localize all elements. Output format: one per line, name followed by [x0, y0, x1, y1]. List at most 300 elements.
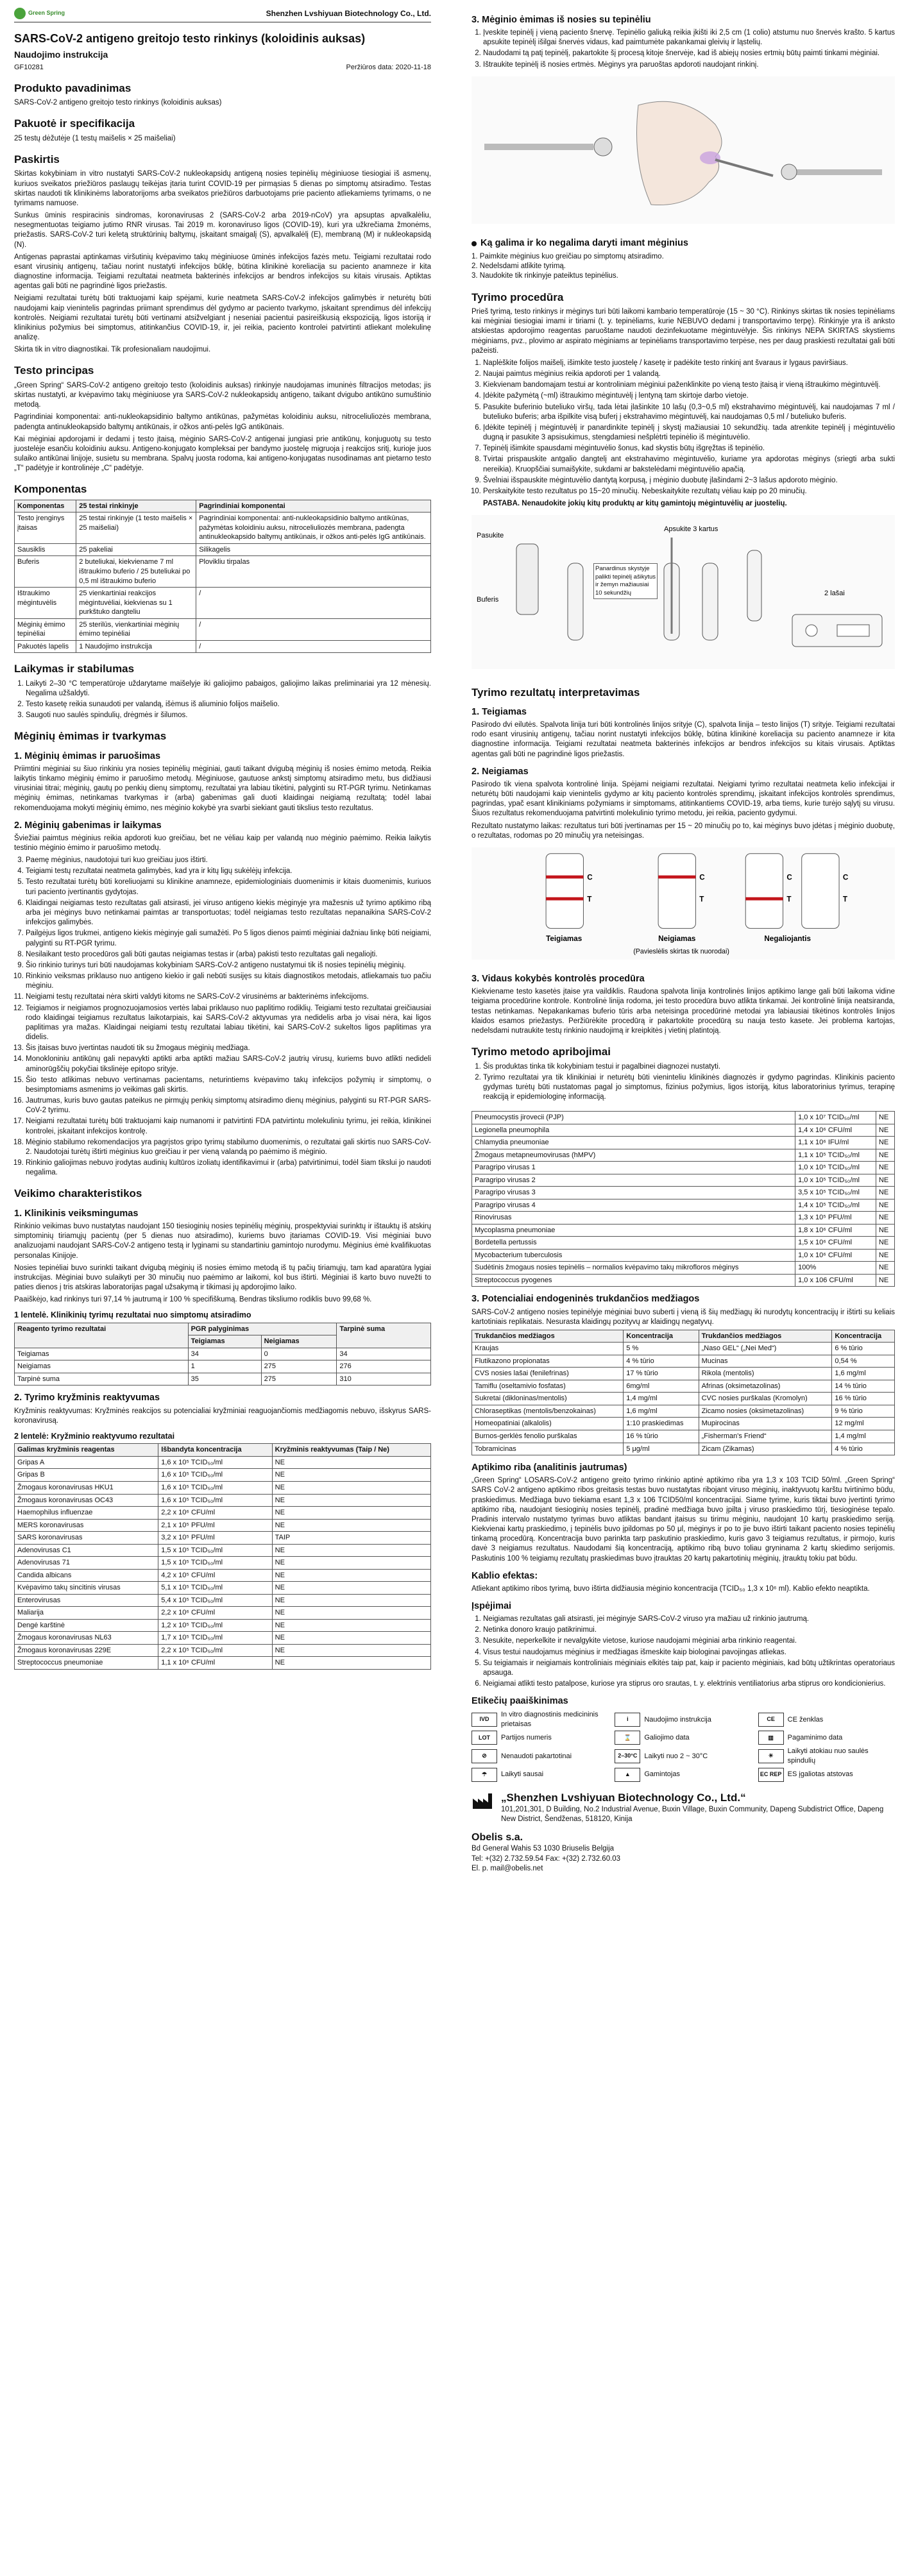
cross-reactivity-table-cont — [471, 1111, 895, 1287]
table-row — [472, 1112, 895, 1124]
table-cell: 4 % tūrio — [624, 1355, 699, 1368]
perf-heading: Veikimo charakteristikos — [14, 1187, 142, 1200]
table-header: Trukdančios medžiagos — [699, 1330, 832, 1343]
table-cell: 1,0 x 10⁵ TCID₅₀/ml — [795, 1174, 876, 1187]
list-item: 1. Neigiamas rezultatas gali atsirasti, jei mėginyje SARS-CoV-2 viruso yra mažiau už rinkinio jautrumą. — [483, 1614, 895, 1624]
table-row — [15, 513, 431, 544]
symbol-entry — [471, 1747, 608, 1765]
table-row — [15, 1644, 431, 1657]
perf-p4: Kryžminis reaktyvumas: Kryžminės reakcijos su potencialiai kryžminiai reaguojančiomis medžiagomis nebuvo, išskyrus SARS-koronavirusą. — [14, 1407, 431, 1425]
table-cell: Burnos-gerklės fenolio purškalas — [472, 1430, 624, 1443]
table-cell: NE — [272, 1569, 430, 1582]
table-cell: NE — [272, 1456, 430, 1469]
symbol-icon: ☀ — [758, 1749, 784, 1763]
hook-text: Atliekant aptikimo ribos tyrimą, buvo ištirta didžiausia mėginio koncentracija (TCID₅₀ 1,3 x 10⁶ ml). Kablio efekto neaptikta. — [471, 1584, 870, 1593]
table-cell: 16 % tūrio — [832, 1393, 895, 1405]
table-cell: NE — [876, 1112, 894, 1124]
table-cell: 34 — [337, 1348, 431, 1360]
list-item: 1. Paimkite mėginius kuo greičiau po simptomų atsiradimo. — [471, 253, 664, 261]
list-item: 8. Tvirtai prispauskite antgalio dangtelį ant ekstrahavimo mėgintuvėlio, kuriame yra apdorotas mėginys (sriegti arba sukti nereikia). Kruopščiai sumaišykite, sukdami ar bakstelėdami mėgintuvėlio apačią. — [483, 455, 895, 474]
purpose-paragraph: Sunkus ūminis respiracinis sindromas, koronavirusas 2 (SARS-CoV-2 arba 2019-nCoV) yra apsuptas apvalkalėliu, nesegmentuotas teigiamo jutimo RNR virusas. Tai 2019 m. koronaviruso ligos (COVID-19), kuri yra užkrečiama žmonėms, priežastis. SARS-CoV-2 turi keletą struktūrinių baltymų, įskaitant smaigalį (S), apvalkalėlį (E), membraną (M) ir nukleokapsidą (N). — [14, 212, 431, 249]
read-time-text: Rezultato nustatymo laikas: rezultatus turi būti įvertinamas per 15 ~ 20 minučių po to, kai mėginys buvo įdėtas į mėginio duobutę, o rezultatas, rodomas po 20 minučių yra neteisingas. — [471, 822, 895, 840]
list-item: 2. Naudodami tą patį tepinėlį, pakartokite šį procesą kitoje šnervėje, kad iš abiejų nosies ertmių būtų paimti tinkami mėginiai. — [483, 49, 895, 58]
table-cell: Candida albicans — [15, 1569, 158, 1582]
list-item: 3. Nesukite, neperkelkite ir nevalgykite vietose, kuriose naudojami mėginiai arba rinkinio reagentai. — [483, 1636, 895, 1646]
doc-subtitle: Naudojimo instrukcija — [14, 49, 108, 60]
symbol-entry — [615, 1768, 751, 1782]
right-column — [471, 8, 895, 1874]
procedure-text: Prieš tyrimą, testo rinkinys ir mėginys turi būti laikomi kambario temperatūroje (15 ~ 30 °C). Rinkinys skirtas tik nosies tepinėliams kai mėginiai tiesiogiai imami ir tiriami (t. y. tepinėliams, kurie NEBUVO dedami į transportavimo terpę). Rinkinyje yra iš anksto atskiestas apdorojimo reagentas paruoštame naudoti dezinfekuotame mėgintuvėlyje. Šis rinkinys NEPA SKIRTAS skystiems mėginiams, pvz., plovimo ar aspirato mėginiams ar tepinėliams transportavimo terpėse, nes per daug praskiesti rezultatai gali būti pažeisti. — [471, 308, 895, 355]
doc-title: SARS-CoV-2 antigeno greitojo testo rinkinys (koloidinis auksas) — [14, 32, 366, 45]
list-item: 1. Įveskite tepinėlį į vieną paciento šnervę. Tepinėlio galiuką reikia įkišti iki 2,5 cm (1 colio) atstumu nuo šnervės krašto. 5 kartus apsukite tepinėlį išilgai šnervės vidaus, kad paimtumėte pakankamai gleivių ir ląstelių. — [483, 28, 895, 47]
sampling-list — [471, 28, 895, 70]
table-cell: Zicam (Zikamas) — [699, 1443, 832, 1455]
table-cell: Žmogaus koronavirusas NL63 — [15, 1632, 158, 1645]
sample-sub1: 1. Mėginių ėmimas ir paruošimas — [14, 750, 161, 761]
list-item: 8. Nesilaikant testo procedūros gali būti gautas neigiamas testas ir (arba) pakisti testo rezultatas gali negaliojti. — [26, 950, 431, 960]
svg-text:Teigiamas: Teigiamas — [546, 934, 582, 943]
table-row — [472, 1224, 895, 1237]
review-date: Peržiūros data: 2020-11-18 — [346, 64, 431, 72]
list-item: 7. Tepinėlį išimkite spausdami mėgintuvėlio šonus, kad skystis būtų išgręžtas iš tepinėlio. — [483, 444, 895, 453]
strip-negative — [658, 854, 705, 943]
table-cell: 5,4 x 10⁵ TCID₅₀/ml — [158, 1594, 272, 1607]
table-cell: Mycoplasma pneumoniae — [472, 1224, 795, 1237]
table-cell: 1,0 x 106 CFU/ml — [795, 1274, 876, 1287]
table-cell: 16 % tūrio — [624, 1430, 699, 1443]
label-panardinus: Panardinus skystyje palikti tepinėlį ašikytus ir žemyn mažiausiai 10 sekundžių — [593, 563, 658, 634]
list-item: 4. Visus testui naudojamus mėginius ir medžiagas išmeskite kaip biologinai pavojingas atliekas. — [483, 1648, 895, 1657]
table-row — [15, 1619, 431, 1632]
table-cell: Chloraseptikas (mentolis/benzokainas) — [472, 1405, 624, 1418]
symbol-label: Laikyti atokiau nuo saulės spindulių — [787, 1747, 869, 1765]
symbol-icon: EC REP — [758, 1768, 784, 1782]
components-table — [14, 500, 431, 653]
dos-donts-heading: Ką galima ir ko negalima daryti imant mėginius — [471, 237, 895, 250]
purpose-paragraph: Antigenas paprastai aptinkamas viršutinių kvėpavimo takų mėginiuose ūminės infekcijos fazės metu. Teigiami rezultatai rodo esant virusinių antigenų, tačiau norint nustatyti infekcijos būklę, būtina klinikinė koreliacija su paciento anamneze ir kita diagnostine informacija. Teigiami rezultatai neatmeta bakterinės infekcijos ar bendros infekcijos su kitais virusais. Aptiktas agentas gali būti ne pagrindinė ligos priežastis. — [14, 253, 431, 291]
table-cell: Flutikazono propionatas — [472, 1355, 624, 1368]
symbol-label: Nenaudoti pakartotinai — [501, 1752, 572, 1760]
table-row — [472, 1162, 895, 1174]
symbol-entry — [758, 1710, 895, 1729]
table-cell: NE — [272, 1594, 430, 1607]
list-item: 3. Ištraukite tepinėlį iš nosies ertmės. Mėginys yra paruoštas apdoroti naudojant rinkinį. — [483, 60, 895, 70]
perf-p3: Paaiškėjo, kad rinkinys turi 97,14 % jautrumą ir 100 % specifiškumą. Bendras tiksliumo rodiklis buvo 99,68 %. — [14, 1296, 372, 1304]
interference-table — [471, 1330, 895, 1455]
symbol-icon: 2–30°C — [615, 1749, 640, 1763]
symbol-label: ES įgaliotas atstovas — [787, 1770, 853, 1779]
table-cell: Homeopatiniai (alkalolis) — [472, 1418, 624, 1430]
principle-text — [14, 381, 431, 474]
table-cell: 1,4 x 10⁵ TCID₅₀/ml — [795, 1199, 876, 1212]
svg-text:C: C — [842, 873, 849, 882]
table-cell: 34 — [188, 1348, 261, 1360]
strip-invalid — [745, 854, 849, 943]
table-row — [15, 1519, 431, 1532]
result-strips — [471, 847, 895, 960]
table-cell: Kraujas — [472, 1343, 624, 1355]
symbol-icon: ⌛ — [615, 1731, 640, 1745]
table-cell: 1,5 x 10⁵ TCID₅₀/ml — [158, 1544, 272, 1557]
table-cell: 5 μg/ml — [624, 1443, 699, 1455]
list-item: 5. Testo rezultatai turėtų būti koreliuojami su klinikine anamneze, epidemiologiniais duomenimis ir kitais duomenimis, kuriuos turi paciento įvertinantis gydytojas. — [26, 877, 431, 897]
symbol-entry — [615, 1710, 751, 1729]
list-item: 11. Neigiami testų rezultatai nėra skirti valdyti kitoms ne SARS-CoV-2 virusinėms ar bakterinėms infekcijoms. — [26, 992, 431, 1002]
table-cell: / — [196, 640, 431, 653]
table-cell: Mycobacterium tuberculosis — [472, 1249, 795, 1262]
left-column — [14, 8, 431, 1670]
table-cell: 1,1 x 10⁵ TCID₅₀/ml — [795, 1149, 876, 1162]
table-cell: Gripas A — [15, 1456, 158, 1469]
negative-heading: 2. Neigiamas — [471, 766, 529, 777]
table-cell: MERS koronavirusas — [15, 1519, 158, 1532]
purpose-heading: Paskirtis — [14, 153, 60, 165]
table-row — [15, 1494, 431, 1507]
limits-heading: Tyrimo metodo apribojimai — [471, 1046, 611, 1058]
table-cell: Adenovirusas C1 — [15, 1544, 158, 1557]
product-name-heading: Produkto pavadinimas — [14, 81, 132, 94]
table-cell: TAIP — [272, 1532, 430, 1545]
table-row — [15, 556, 431, 588]
table-cell: 1,0 x 10⁷ TCID₅₀/ml — [795, 1112, 876, 1124]
table-row — [15, 1482, 431, 1495]
table-cell: NE — [272, 1507, 430, 1520]
table-cell: „Fisherman's Friend“ — [699, 1430, 832, 1443]
sample-heading: Mėginių ėmimas ir tvarkymas — [14, 730, 167, 743]
header-company: Shenzhen Lvshiyuan Biotechnology Co., Ltd. — [266, 9, 431, 19]
table-row — [15, 1557, 431, 1570]
table-cell: Pakuotės lapelis — [15, 640, 76, 653]
table-cell: CVC nosies purškalas (Kromolyn) — [699, 1393, 832, 1405]
table-cell: NE — [272, 1607, 430, 1620]
table-header: Išbandyta koncentracija — [158, 1444, 272, 1457]
table-cell: NE — [876, 1262, 894, 1275]
symbol-label: Partijos numeris — [501, 1734, 552, 1742]
warnings-heading: Įspėjimai — [471, 1601, 512, 1611]
table-cell: Tobramicinas — [472, 1443, 624, 1455]
list-item: 6. Įdėkite tepinėlį į mėgintuvėlį ir panardinkite tepinėlį į skystį mažiausiai 10 sekundžių. tada atrenkite tepinėlį į mėgintuvėlio dugną ir pasukite 3 apsisukimus, stengdamiesi nešplėtrti tepinėlio iš mėgintuvėlio. — [483, 423, 895, 443]
hook-heading: Kablio efektas: — [471, 1570, 538, 1581]
svg-text:C: C — [786, 873, 792, 882]
t1-head-1: PGR palyginimas — [188, 1323, 337, 1335]
interp-heading: Tyrimo rezultatų interpretavimas — [471, 686, 640, 699]
table-cell: NE — [876, 1137, 894, 1149]
table-cell: NE — [876, 1149, 894, 1162]
manufacturer-icon — [471, 1791, 495, 1810]
manufacturer-address: 101,201,301, D Building, No.2 Industrial Avenue, Buxin Village, Buxin Community, Dapeng Subdistrict Office, Dapeng New District, Šendženas, 518120, Kinija — [501, 1805, 884, 1824]
symbol-entry — [615, 1747, 751, 1765]
procedure-diagram — [471, 515, 895, 669]
doc-meta — [14, 63, 431, 72]
table-cell: Streptococcus pyogenes — [472, 1274, 795, 1287]
t1-head-2: Tarpinė suma — [337, 1323, 431, 1348]
table-row — [472, 1418, 895, 1430]
list-item: 1. Naplėškite folijos maišelį, išimkite testo juostelę / kasetę ir padėkite testo rinkinį ant švaraus ir lygaus paviršiaus. — [483, 359, 895, 368]
table-cell: NE — [876, 1162, 894, 1174]
table-cell: „Naso GEL“ („Nei Med“) — [699, 1343, 832, 1355]
list-item: 2. Testo kasetę reikia sunaudoti per valandą, išėmus iš aliuminio folijos maišelio. — [26, 700, 431, 709]
table-cell: Mucinas — [699, 1355, 832, 1368]
ec-rep-name: Obelis s.a. — [471, 1832, 523, 1843]
table-cell: 2,2 x 10⁵ TCID₅₀/ml — [158, 1644, 272, 1657]
symbol-label: Pagaminimo data — [787, 1734, 843, 1742]
table-cell: 12 mg/ml — [832, 1418, 895, 1430]
tube-press — [702, 563, 718, 640]
table-row — [15, 1657, 431, 1670]
table-cell: Žmogaus metapneumovirusas (hMPV) — [472, 1149, 795, 1162]
table-cell: 2,2 x 10⁶ CFU/ml — [158, 1607, 272, 1620]
table1-title: 1 lentelė. Klinikinių tyrimų rezultatai nuo simptomų atsiradimo — [14, 1310, 251, 1320]
list-item: 2. Netinka donoro kraujo patikrinimui. — [483, 1625, 895, 1635]
tube-cap — [747, 550, 761, 621]
table-cell: NE — [876, 1187, 894, 1199]
positive-text: Pasirodo dvi eilutės. Spalvota linija turi būti kontrolinės linijos srityje (C), spalvota linija – testo linijos (T) srityje. Teigiami rezultatai rodo esant virusinių antigenų, tačiau norint nustatyti infekcijos būklę, būtina klinikinė koreliacija su paciento anamneze ir kita diagnostine informacija. Teigiami rezultatai neatmeta bakterinės infekcijos ar bendros infekcijos su kitais virusais. Aptiktas agentas gali būti ne pagrindinė ligos priežastis. — [471, 721, 895, 758]
table-cell: NE — [272, 1544, 430, 1557]
table-cell: 5,1 x 10⁵ TCID₅₀/ml — [158, 1582, 272, 1595]
table-row — [472, 1368, 895, 1380]
list-item: 4. Įdėkite pažymėtą (~ml) ištraukimo mėgintuvėlį į lentyną tam skirtoje darbo vietoje. — [483, 391, 895, 401]
table-cell: 17 % tūrio — [624, 1368, 699, 1380]
list-item: 17. Neigiami rezultatai turėtų būti traktuojami kaip numanomi ir patvirtinti FDA patvirtintu molekuliniu tyrimu, jei reikia, klinikinei kontrolei, įskaitant infekcijos kontrolę. — [26, 1117, 431, 1136]
symbol-entry — [471, 1710, 608, 1729]
list-item: 10. Rinkinio veiksmas priklauso nuo antigeno kiekio ir gali nebūti susijęs su kitais diagnostikos metodais, atliekamais tuo pačiu mėginiu. — [26, 972, 431, 991]
table-cell: Pneumocystis jirovecii (PJP) — [472, 1112, 795, 1124]
symbol-icon: ▥ — [758, 1731, 784, 1745]
table-row — [472, 1393, 895, 1405]
pack-heading: Pakuotė ir specifikacija — [14, 117, 135, 130]
table-cell: 1,4 mg/ml — [624, 1393, 699, 1405]
strip-positive — [546, 854, 593, 943]
table-cell: Neigiamas — [15, 1360, 189, 1373]
table-header: Koncentracija — [832, 1330, 895, 1343]
list-item: 1. Laikyti 2–30 °C temperatūroje uždarytame maišelyje iki galiojimo pabaigos, galiojimo laikas preliminariai yra 12 mėnesių. Negalima užšaldyti. — [26, 679, 431, 699]
symbols-grid — [471, 1710, 895, 1781]
label-buferis: Buferis — [477, 596, 499, 604]
table-cell: NE — [876, 1212, 894, 1224]
table-cell: Rikola (mentolis) — [699, 1368, 832, 1380]
list-item: 13. Šis įtaisas buvo įvertintas naudoti tik su žmogaus mėginių medžiaga. — [26, 1044, 431, 1053]
table-cell: 275 — [261, 1373, 337, 1385]
table-cell: Teigiamas — [15, 1348, 189, 1360]
sampling-heading: 3. Mėginio ėmimas iš nosies su tepinėliu — [471, 15, 651, 25]
table-row — [15, 1456, 431, 1469]
purpose-paragraph: Neigiami rezultatai turėtų būti traktuojami kaip spėjami, kurie neatmeta SARS-CoV-2 infekcijos galimybės ir neturėtų būti naudojami kaip vienintelis pagrindas priimant sprendimus dėl gydymo ar paciento tvarkymo, įskaitant sprendimus dėl infekcijų kontrolės. Neigiami rezultatai turėtų būti vertinami atsižvelgiant į neseniai pacientui pasireiškusią ekspoziciją, ligos istoriją ir klinikinius požymius bei simptomus, atitinkančius COVID-19, ir, jei reikia, paciento kontrolei patvirtinti atliekant molekulinę analizę. — [14, 294, 431, 342]
table-row — [15, 1569, 431, 1582]
interference-text: SARS-CoV-2 antigeno nosies tepinėlyje mėginiai buvo suberti į vieną iš šių medžiagų iki nurodytų koncentracijų ir ištirti su keliais kartotiniais replikatais. Nesurasta klaidingų pozityvų ar klaidingų negatyvų. — [471, 1308, 895, 1326]
table-cell: 1,1 x 10⁶ IFU/ml — [795, 1137, 876, 1149]
table-cell: Bordetella pertussis — [472, 1237, 795, 1250]
buffer-bottle — [516, 544, 538, 614]
symbol-icon: IVD — [471, 1713, 497, 1727]
table-cell: 1,6 x 10⁵ TCID₅₀/ml — [158, 1456, 272, 1469]
table-row — [15, 1594, 431, 1607]
table-row — [15, 618, 431, 640]
principle-paragraph: Pagrindiniai komponentai: anti-nukleokapsidinio baltymo antikūnas, pažymėtas koloidiniu auksu, nitroceliuliozės membrana, padengta antinukleokapsido baltymų antikūnais, ir ožkos anti-pelės IgG antikūnais. — [14, 413, 431, 431]
table-row — [15, 1360, 431, 1373]
purpose-paragraph: Skirtas kokybiniam in vitro nustatyti SARS-CoV-2 nukleokapsidų antigeną nosies tepinėlių mėginiuose tiesiogiai iš asmenų, kuriuos sveikatos priežiūros paslaugų teikėjas įtaria turint COVID-19 per pirmąsias 5 dienas po simptomų atsiradimo. Testas skirtas naudoti tik klinikinėms laboratorijoms arba sveikatos priežiūros darbuotojams prie paciento atliekamiems tyrimams, o ne tyrimams namuose. — [14, 170, 431, 207]
symbol-label: Laikyti sausai — [501, 1770, 544, 1779]
table-cell: Buferis — [15, 556, 76, 588]
table-cell: 275 — [261, 1360, 337, 1373]
table-cell: Streptococcus pneumoniae — [15, 1657, 158, 1670]
perf-sub1: 1. Klinikinis veiksmingumas — [14, 1208, 139, 1219]
table-cell: Zicamo nosies (oksimetazolinas) — [699, 1405, 832, 1418]
table-row — [472, 1443, 895, 1455]
table-cell: 276 — [337, 1360, 431, 1373]
list-item: 5. Su teigiamais ir neigiamais kontroliniais mėginiais elkitės taip pat, kaip ir paciento mėginiais, kad būtų užtikrintas operatoriaus apsauga. — [483, 1659, 895, 1678]
table-row — [472, 1212, 895, 1224]
ec-rep-address: Bd General Wahis 53 1030 Briuselis Belgija — [471, 1845, 615, 1853]
table-cell: 1,6 x 10⁵ TCID₅₀/ml — [158, 1469, 272, 1482]
strip-note: (Pavieslėlis skirtas tik nuorodai) — [633, 947, 729, 956]
table-cell: Testo įrenginys įtaisas — [15, 513, 76, 544]
table-cell: 1,0 x 10⁵ TCID₅₀/ml — [795, 1162, 876, 1174]
t1-head-0: Reagento tyrimo rezultatai — [15, 1323, 189, 1348]
list-item: 4. Teigiami testų rezultatai neatmeta galimybės, kad yra ir kitų ligų sukėlėjų infekcija. — [26, 867, 431, 876]
table-row — [472, 1405, 895, 1418]
table-cell: 310 — [337, 1373, 431, 1385]
symbol-entry — [471, 1731, 608, 1745]
table-header: Komponentas — [15, 500, 76, 513]
table-cell: Legionella pneumophila — [472, 1124, 795, 1137]
table-cell: 2,1 x 10⁵ PFU/ml — [158, 1519, 272, 1532]
table-cell: 9 % tūrio — [832, 1405, 895, 1418]
lod-text: „Green Spring“ LOSARS-CoV-2 antigeno greito tyrimo rinkinio aptinė aptikimo riba yra 1,3 x 103 TCID 50/ml. „Green Spring“ SARS CoV-2 antigeno aptikimo ribos greitasis testas buvo nustatytas ribojant viruso mėginių, inaktyvuotų karštu tvirtinimo būdu, praskiedimus. Medžiaga buvo tiekiama esant 1,3 x 106 TCID50/ml koncentracijai. Siame tyrime, kuris tiktai buvo įvertinti tyrimo aptikimo ribą, naudojant tiesioginių nosies tepinėlį, pradinė medžiaga buvo įpilta į viruso praskiedimo tūrį, tiesioginėse tepalo. Pradinis intervalo nustatymo tyrimas buvo atliktas bandant įtaisus su tirimu mėginiu, naudojant 10 kartų praskiedimo seriją. Kiekvienai kartų praskiedimo, į tepinėlis buvo įpildomas po 50 μl, mėginys ir po to jie buvo ištirti taikant paciento nosies tepinėlių tinkamą procedūrą. Koncentracija buvo parinkta tarp paskutinio praskiedimo, kuris gavo 3 teigiamus rezultatus, ir pirmojo, kuris davė 3 neigiamus rezultatus. Naudodami šią koncentraciją, aptikimo ribą buvo toliau gryninama 2 kartų skiedimo serijomis. Paskutinis 100 % teigiamų rezultatų praskiedimas buvo įtrauktas 20 kartų pakartotinių mėginių, įtrauktų tokiu pat būdu. — [471, 1477, 895, 1563]
interference-heading: 3. Potencialiai endogeninės trukdančios medžiagos — [471, 1294, 700, 1305]
table-header: Galimas kryžminis reagentas — [15, 1444, 158, 1457]
table-cell: NE — [272, 1619, 430, 1632]
svg-text:T: T — [699, 895, 704, 904]
table-row — [15, 543, 431, 556]
table-cell: NE — [876, 1224, 894, 1237]
symbol-icon: i — [615, 1713, 640, 1727]
list-item: 15. Šio testo atlikimas nebuvo vertinamas pacientams, neturintiems kvėpavimo takų infekcijos požymių ir simptomų, o besimptomiams asmenims jo veikimas gali skirtis. — [26, 1076, 431, 1095]
table-cell: Pagrindiniai komponentai: anti-nukleokapsidinio baltymo antikūnas, pažymėtas koloidiniu auksu, nitroceliuliozės membrana, padengta antinukleokapsido baltymų antikūnais, ir ožkos anti-pelės IgG antikūnais. — [196, 513, 431, 544]
table-cell: 4 % tūrio — [832, 1443, 895, 1455]
principle-heading: Testo principas — [14, 364, 94, 377]
table-cell: / — [196, 618, 431, 640]
table-cell: NE — [876, 1124, 894, 1137]
procedure-list — [471, 359, 895, 496]
table-row — [472, 1249, 895, 1262]
symbol-entry — [471, 1768, 608, 1782]
list-item: 6. Neigiamai atlikti testo patalpose, kuriose yra stiprus oro srautas, t. y. elektrinis ventiliatorius arba stiprus oro kondicionierius. — [483, 1679, 895, 1689]
positive-heading: 1. Teigiamas — [471, 706, 527, 717]
table-header: Kryžminis reaktyvumas (Taip / Ne) — [272, 1444, 430, 1457]
storage-list — [14, 679, 431, 721]
table-cell: 1,5 x 10⁵ TCID₅₀/ml — [158, 1557, 272, 1570]
table-row — [472, 1187, 895, 1199]
list-item: 3. Saugoti nuo saulės spindulių, drėgmės ir šilumos. — [26, 711, 431, 720]
perf-sub2: 2. Tyrimo kryžminis reaktyvumas — [14, 1393, 160, 1403]
product-name-text: SARS-CoV-2 antigeno greitojo testo rinkinys (koloidinis auksas) — [14, 99, 222, 107]
list-item: 2. Nedelsdami atlikite tyrimą. — [471, 262, 566, 271]
table-row — [472, 1124, 895, 1137]
principle-paragraph: „Green Spring“ SARS-CoV-2 antigeno greitojo testo (koloidinis auksas) rinkinyje naudojamas imuninės filtracijos metodas; jis skirtas nustatyti, ar kvėpavimo takų mėginiuose yra SARS-CoV-2 nukleokapsidų antigeno, taikant dvigubo antikūno sumuštinio metodą. — [14, 381, 431, 409]
table-cell: Haemophilus influenzae — [15, 1507, 158, 1520]
table-cell: CVS nosies lašai (fenilefrinas) — [472, 1368, 624, 1380]
table-row — [472, 1343, 895, 1355]
table-row — [15, 640, 431, 653]
table-cell: 0,54 % — [832, 1355, 895, 1368]
table-cell: 1,6 mg/ml — [832, 1368, 895, 1380]
table-cell: 1:10 praskiedimas — [624, 1418, 699, 1430]
list-item: 12. Teigiamos ir neigiamos prognozuojamosios vertės labai priklauso nuo paplitimo rodiklių. Teigiami testo rezultatai greičiausiai rodo klaidingai teigiamus rezultatus laikotarpiais, kai SARS-CoV-2 aktyvumas yra nedidelis arba jo visai nėra, kai ligos paplitimas yra mažas. Klaidingai neigiami testų rezultatai labiau tikėtini, kai SARS-CoV-2 sukeltos ligos paplitimas yra didelis. — [26, 1004, 431, 1043]
table-cell: NE — [272, 1469, 430, 1482]
symbol-entry — [758, 1768, 895, 1782]
table-row — [472, 1199, 895, 1212]
symbol-icon: ▲ — [615, 1768, 640, 1782]
table-cell: Sudėtinis žmogaus nosies tepinėlis – normalios kvėpavimo takų mikrofloros mėginys — [472, 1262, 795, 1275]
limits-list — [471, 1062, 895, 1103]
list-item: 6. Klaidingai neigiamas testo rezultatas gali atsirasti, jei viruso antigeno kiekis mėginyje yra mažesnis už tyrimo aptikimo ribą arba jei mėginys buvo netinkamai paimtas ar transportuotas; todėl neigiamas testo rezultatas nepanaikina SARS-CoV-2 infekcijos galimybės. — [26, 899, 431, 928]
table-cell: Kvėpavimo takų sincitinis virusas — [15, 1582, 158, 1595]
list-item: 3. Paemę mėginius, naudotojui turi kuo greičiau juos ištirti. — [26, 856, 431, 865]
symbols-heading: Etikečių paaiškinimas — [471, 1696, 568, 1707]
table-cell: Adenovirusas 71 — [15, 1557, 158, 1570]
svg-text:C: C — [587, 873, 593, 882]
purpose-paragraph: Skirta tik in vitro diagnostikai. Tik profesionaliam naudojimui. — [14, 346, 211, 354]
table-cell: 25 pakeliai — [76, 543, 196, 556]
perf-p2: Nosies tepinėliai buvo surinkti taikant dvigubą mėginių iš nosies ėmimo metodą iš tų pačių tiriamųjų, tam kad aparatūra lygiai instrukcijas. Mėginiai buvo sulaikyti per 30 minučių nuo paėmimo ar laikomi, kol bus ištirti. Mėginiai iš karto buvo nuvežti to paties dienos į tris atskiras laboratorijas pagal užsakymą ir tikimasi jų apdorojimo laiko. — [14, 1264, 431, 1292]
svg-text:C: C — [699, 873, 705, 882]
table-row — [472, 1174, 895, 1187]
table-cell: Chlamydia pneumoniae — [472, 1137, 795, 1149]
manufacturer-name: „Shenzhen Lvshiyuan Biotechnology Co., Ltd.“ — [501, 1791, 746, 1804]
table-cell: Žmogaus koronavirusas OC43 — [15, 1494, 158, 1507]
table-cell: NE — [876, 1249, 894, 1262]
table-cell: 25 testai rinkinyje (1 testo maišelis × 25 maišeliai) — [76, 513, 196, 544]
ec-rep-email: El. p. mail@obelis.net — [471, 1864, 543, 1872]
storage-heading: Laikymas ir stabilumas — [14, 663, 135, 675]
table-cell: NE — [272, 1482, 430, 1495]
table-cell: 1,2 x 10⁵ TCID₅₀/ml — [158, 1619, 272, 1632]
pack-text: 25 testų dėžutėje (1 testų maišelis × 25 maišeliai) — [14, 134, 176, 142]
brand-logo: Green Spring — [14, 8, 65, 19]
table-row — [15, 1632, 431, 1645]
swab-figure-1 — [484, 138, 612, 156]
symbol-icon: CE — [758, 1713, 784, 1727]
table-row — [15, 1373, 431, 1385]
list-item: 19. Rinkinio galiojimas nebuvo įrodytas audinių kultūros izoliatų identifikavimui ir (arba) patvirtinimui, todėl šiam tikslui jo naudoti negalima. — [26, 1158, 431, 1178]
table-cell: Sausiklis — [15, 543, 76, 556]
table-cell: Plovikliu tirpalas — [196, 556, 431, 588]
table-cell: Sukretai (dikloninas/mentolis) — [472, 1393, 624, 1405]
qc-heading: 3. Vidaus kokybės kontrolės procedūra — [471, 974, 645, 985]
table-cell: 1,3 x 10⁵ PFU/ml — [795, 1212, 876, 1224]
list-item: 16. Jautrumas, kuris buvo gautas pateikus ne pirmųjų penkių simptomų atsiradimo dienų mėginius, palyginti su RT-PGR SARS-CoV-2 tyrimu. — [26, 1096, 431, 1115]
dos-donts-list — [471, 252, 895, 282]
svg-text:T: T — [587, 895, 592, 904]
sample-well — [806, 625, 817, 636]
list-item: 9. Šio rinkinio turinys turi būti naudojamas kokybiniam SARS-CoV-2 antigeno nustatymui tik iš nosies tepinėlių mėginių. — [26, 961, 431, 970]
table-cell: 1,4 x 10⁶ CFU/ml — [795, 1124, 876, 1137]
table-cell: Tarpinė suma — [15, 1373, 189, 1385]
list-item: 1. Šis produktas tinka tik kokybiniam testui ir pagalbinei diagnozei nustatyti. — [483, 1062, 895, 1072]
table-row — [472, 1274, 895, 1287]
table-cell: 2 buteliukai, kiekviename 7 ml ištraukimo buferio / 25 buteliukai po 0,5 ml ištraukimo buferio — [76, 556, 196, 588]
table-cell: SARS koronavirusas — [15, 1532, 158, 1545]
table-row — [15, 588, 431, 619]
table-cell: NE — [272, 1557, 430, 1570]
table-cell: 1,7 x 10⁵ TCID₅₀/ml — [158, 1632, 272, 1645]
swab-figure-2 — [781, 164, 882, 180]
table-cell: Mupirocinas — [699, 1418, 832, 1430]
table-cell: NE — [876, 1199, 894, 1212]
table-cell: 1 Naudojimo instrukcija — [76, 640, 196, 653]
table-cell: 25 sterilūs, vienkartiniai mėginių ėmimo tepinėliai — [76, 618, 196, 640]
table-cell: Afrinas (oksimetazolinas) — [699, 1380, 832, 1393]
